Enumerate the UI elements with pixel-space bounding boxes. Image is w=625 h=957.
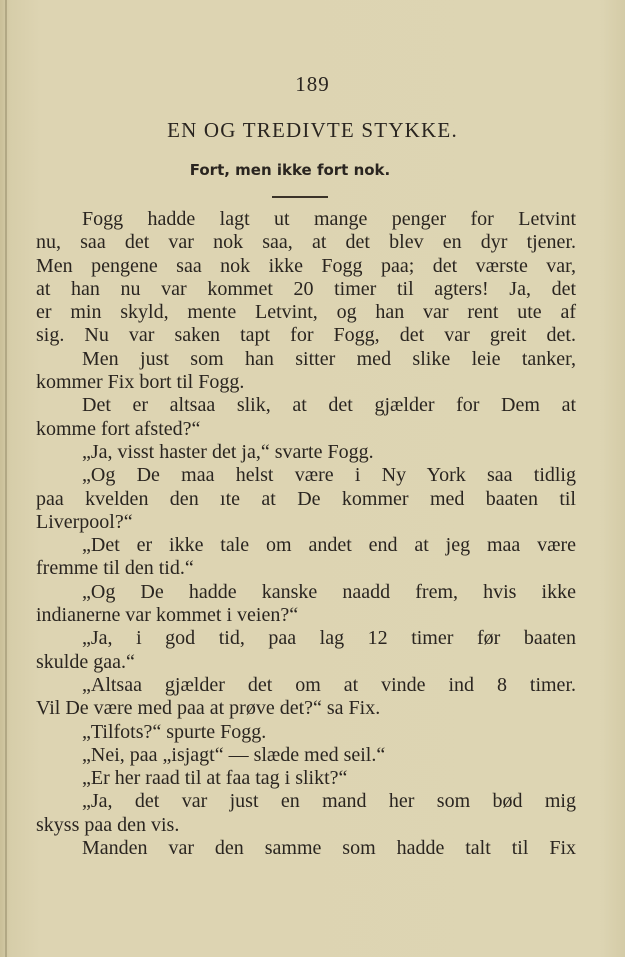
page-spine-edge bbox=[5, 0, 7, 957]
chapter-title: EN OG TREDIVTE STYKKE. bbox=[167, 118, 458, 142]
text-line: Det er altsaa slik, at det gjælder for Dem at bbox=[82, 394, 576, 417]
body-text bbox=[36, 208, 576, 860]
text-line: at han nu var kommet 20 timer til agters! Ja, det bbox=[36, 277, 576, 300]
chapter-subtitle: Fort, men ikke fort nok. bbox=[189, 161, 391, 179]
text-line: skyss paa den vis. bbox=[36, 813, 180, 836]
text-line: Men just som han sitter med slike leie tanker, bbox=[82, 347, 576, 370]
text-line: er min skyld, mente Letvint, og han var rent ute af bbox=[36, 301, 576, 324]
text-line: „Og De hadde kanske naadd frem, hvis ikke bbox=[82, 580, 576, 603]
text-line: Men pengene saa nok ikke Fogg paa; det værste var, bbox=[36, 254, 576, 277]
text-line: paa kvelden den ıte at De kommer med baaten til bbox=[36, 487, 576, 510]
text-line: „Ja, i god tid, paa lag 12 timer før baaten bbox=[82, 627, 576, 650]
text-line: Manden var den samme som hadde talt til Fix bbox=[82, 837, 576, 860]
text-line: „Ja, visst haster det ja,“ svarte Fogg. bbox=[82, 440, 374, 463]
text-line: Fogg hadde lagt ut mange penger for Letvint bbox=[82, 208, 576, 230]
text-line: Liverpool?“ bbox=[36, 510, 133, 533]
text-line: „Tilfots?“ spurte Fogg. bbox=[82, 720, 267, 743]
text-line: fremme til den tid.“ bbox=[36, 557, 194, 580]
text-line: skulde gaa.“ bbox=[36, 650, 135, 673]
text-line: „Og De maa helst være i Ny York saa tidlig bbox=[82, 464, 576, 487]
text-line: komme fort afsted?“ bbox=[36, 417, 201, 440]
text-line: „Altsaa gjælder det om at vinde ind 8 timer. bbox=[82, 673, 576, 696]
text-line: „Ja, det var just en mand her som bød mig bbox=[82, 790, 576, 813]
text-line: „Nei, paa „isjagt“ — slæde med seil.“ bbox=[82, 743, 386, 766]
text-line: Vil De være med paa at prøve det?“ sa Fix. bbox=[36, 697, 381, 720]
page-number: 189 bbox=[295, 72, 330, 96]
title-divider bbox=[272, 196, 328, 198]
text-line: sig. Nu var saken tapt for Fogg, det var greit det. bbox=[36, 324, 576, 347]
text-line: „Det er ikke tale om andet end at jeg maa være bbox=[82, 534, 576, 557]
text-line: „Er her raad til at faa tag i slikt?“ bbox=[82, 767, 348, 790]
text-line: indianerne var kommet i veien?“ bbox=[36, 604, 299, 627]
text-line: kommer Fix bort til Fogg. bbox=[36, 371, 245, 394]
text-line: nu, saa det var nok saa, at det blev en dyr tjener. bbox=[36, 231, 576, 254]
